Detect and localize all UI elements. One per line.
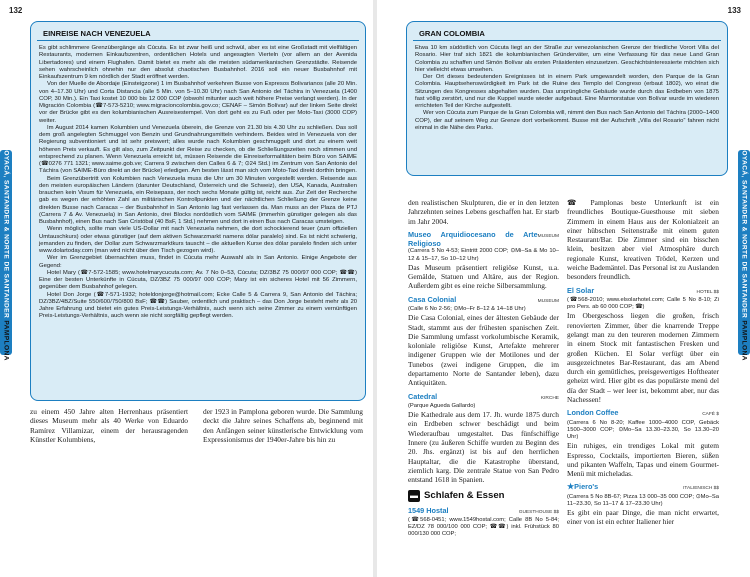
entry-meta: (Carrera 6 No 8-20; Kaffee 1000–4000 COP, Gebäck 1500–3000 COP; ⊙Mo–Sa 13.30–23.30, So 13.30–20 Uhr) xyxy=(567,419,719,441)
entry-text: Die Casa Colonial, eines der ältesten Gebäude der Stadt, stammt aus der frühesten spanischen Zeit. Die Sammlung umfasst vorkolumbische Keramik, koloniale religiöse Kunst, Artefakte mehrerer indigener Gruppen wie der Motilones und der Tunebos (zwei indigene Gruppen, die im departamento Norte de Santander leben), dazu Antiquitäten. xyxy=(408,313,559,388)
right-column-2 xyxy=(567,198,719,527)
entry-meta: (☎568-0451; www.1549hostal.com; Calle 8B No 5-84; EZ/DZ 78 000/100 000 COP; ☎☎) inkl. Frühstück 80 000/130 000 COP; xyxy=(408,516,559,538)
section-title: Schlafen & Essen xyxy=(424,489,505,501)
left-page xyxy=(0,0,373,577)
box-paragraph: Von der Muelle de Abordaje (Einsteigzone) 1 im Busbahnhof verkehren Busse von Expresos Bolivarianos (alle 20 Min. von 4–17.30 Uhr) und Corta Distancia (alle 5 Min. von 5–10.30 Uhr) nach San Antonio del Táchira in Venezuela (1400 COP, 30 Min.). Ein Taxi kostet 10 000 bis 12 000 COP (obwohl mitunter auch weit höhere Preise verlangt werden). In der Migración Colombia (☎7-573-5210; www.migracioncolombia.gov.co; CENAF – Simón Bolívar) auf der linken Seite direkt vor der Brücke gibt es den kolumbianischen Ausreisestempel. Von dort geht es zu Fuß oder per Moto-Taxi (3000 COP) weiter. xyxy=(39,81,357,124)
entry-text: Das Museum präsentiert religiöse Kunst, u.a. Gemälde, Statuen und Altäre, aus der Region. Außerdem gibt es eine reiche Silbersammlung. xyxy=(408,262,559,291)
right-page xyxy=(377,0,750,577)
bed-icon: ▬ xyxy=(410,490,418,500)
box-paragraph: Wenn möglich, sollte man viele US-Dollar mit nach Venezuela nehmen, die dort schockierend teuer (zum offiziellen Umtauschkurs) oder etwas günstiger (auf dem aktiven Schwarzmarkt namens dólar paralelo) sind. Es ist nicht schwierig, jemanden zu finden, der Dollar zum Schwarzmarktkurs tauscht – die aktuellen Kurse des dólar paralelo finden sich unter www.dolartoday.com (man wird nicht über den Tisch gezogen wird). xyxy=(39,226,357,254)
entry-meta: (Parque Agueda Gallardo) xyxy=(408,402,476,409)
bottom-column-1 xyxy=(30,407,188,444)
right-column-1 xyxy=(408,198,559,538)
box-title: EINREISE NACH VENEZUELA xyxy=(37,27,359,41)
body-text: den realistischen Skulpturen, die er in den letzten Jahrzehnten seines Lebens geschaffen hat. Er starb im Jahr 2004. xyxy=(408,198,559,226)
page-number-left: 132 xyxy=(9,6,23,15)
entry-type: CAFÉ $ xyxy=(702,412,719,418)
entry-text: Im Obergeschoss liegen die großen, frisch renovierten Zimmer, über die knarrende Treppe gelangt man zu den teureren modernen Zimmern in einem Stock mit fantastischen Fresken und großen Küchen. El Solar verfügt über ein ausgezeichnetes Bar-Restaurant, das am Abend durch ein gemütliches, preisgewertiges Hoftheater geheizt wird. Hier gibt es das populärste menú del día der Stadt – wer leer ist, bekommt aber, nur das Nachessen! xyxy=(567,311,719,405)
entry-type: KIRCHE xyxy=(540,395,559,401)
entry-type: ITALIENISCH $$ xyxy=(683,486,719,492)
entry-header xyxy=(408,230,559,249)
entry-meta: (☎568-2010; www.elsolarhotel.com; Calle 5 No 8-10; Zi pro Pers. ab 60 000 COP; ☎) xyxy=(567,296,719,311)
entry-text: Ein ruhiges, ein trendiges Lokal mit gutem Espresso, Cocktails, importierten Bieren, süßen und pikanten Waffeln, Tapas und einem Gourmet-Menü mit micheladas. xyxy=(567,441,719,479)
chapter-tab-text: BOYACÁ, SANTANDER & NORTE DE SANTANDER xyxy=(740,144,748,318)
box-paragraph: Beim Grenzübertritt von Kolumbien nach Venezuela muss die Uhr um 30 Minuten vorgestellt werden. Reisende aus den meisten europäischen Ländern (darunter Deutschland, Österreich und die Schweiz), den USA, Kanada, Australien brauchen kein Visum für Venezuela, ein Reisepass, der noch sechs Monate gültig ist, reicht aus. Zur Zeit der Recherche gab es wegen der erhöhten Zahl an militärischen Kontrollpunkten und der nächtlichen Schließung der Grenze keine direkten Busse nach Caracas – der Busbahnhof in San Antonio lag fast verlassen da. Man muss an der Plaza de PTJ (Carrera 7 & Av. Venezuela) in San Antonio, drei Blocks nordöstlich vom SAIME (immerhin günstiger gelegen als das Busbahnhof), einen Bus nach San Cristóbal (40 BsF, 1 Std.) nehmen und dort in einen Bus nach Caracas umsteigen. xyxy=(39,175,357,225)
entry-header xyxy=(408,392,559,403)
box-body xyxy=(31,43,365,325)
box-paragraph: Hotel Don Jorge (☎7-571-1932; hoteldonjorge@hotmail.com; Ecke Calle 5 & Carrera 9, San Antonio del Táchira; DZ/3BZ/4BZ/Suite 550/600/750/800 BsF; ☎☎) Sauber, ordentlich und praktisch – das Don Jorge besteht mehr als 20 Jahre Erfahrung und bietet ein gutes Preis-Leistungs-Verhältnis, auch wenn sich seine Zimmer zu einem vernünftigen Preis-Leistungs-Verhältnis, auch wenn sie nicht sorgfältig gepflegt werden. xyxy=(39,291,357,320)
entry-name-with-star xyxy=(567,482,598,491)
body-text: ☎ Pamplonas beste Unterkunft ist ein freundliches Boutique-Guesthouse mit sieben Zimmern in einem Haus aus der Kolonialzeit an einer hübschen Seitenstraße mit einem guten Restaurant/Bar. Die Zimmer sind ein bisschen klein, besitzen aber viel Atmosphäre durch regionale Kunst, kreativen Trödel, Kerzen und weiche Bademäntel. Das Personal ist zu Auslanden besonders freundlich. xyxy=(567,198,719,282)
section-header xyxy=(408,490,559,502)
chapter-tab-text: BOYACÁ, SANTANDER & NORTE DE SANTANDER xyxy=(2,144,10,318)
box-paragraph: Etwa 10 km südöstlich von Cúcuta liegt an der Straße zur venezolanischen Grenze der friedliche Vorort Villa del Rosario. Hier traf sich 1821 die kolumbianischen Gründerväter, um eine Verfassung für das neue Land Gran Colombia zu schaffen und Simón Bolívar als ersten Präsidenten einzusetzen. Geschichtsinteressierte möchten sich hier vielleicht etwas umsehen. xyxy=(415,45,719,73)
entry-text: Die Kathedrale aus dem 17. Jh. wurde 1875 durch ein Erdbeben schwer beschädigt und beim Wiederaufbau umgestaltet. Das fünfschiffige Innere (zu äußeren Schiffe wurden zu Beginn des 20. Jhs. ergänzt) ist bis auf den herrlichen Hauptaltar, die die Katastrophe überstand, ziemlich karg. Die zentrale Statue von San Pedro entstand 1618 in Spanien. xyxy=(408,410,559,485)
page-number-right: 133 xyxy=(727,6,741,15)
entry-header xyxy=(567,408,719,419)
box-paragraph: Der Ort dieses bedeutenden Ereignisses ist in einem Park umgewandelt worden, den Parque de la Gran Colombia. Hauptsehenswürdigkeit im Park ist die Ruine des Templo del Congreso (erbaut 1802), wo einst die Sitzungen des Kongresses abgehalten wurden. Das ursprüngliche Gebäude wurde durch das Erdbeben von 1875 fast völlig zerstört, und nur die Kuppel wurde wieder aufgebaut. Eine Marmorstatue von Bolívar wurde im wiederen errichteten Teil der Kirche aufgestellt. xyxy=(415,74,719,109)
box-paragraph: Es gibt schlimmere Grenzübergänge als Cúcuta. Es ist zwar heiß und schwül, aber es ist eine Großstadt mit vielfältigen Restaurants, modernen Einkaufszentren, ordentlichen Hotels und angesagten Vierteln (vor allem an der Avenida Libertadores) und einem Flughafen. Damit bietet es mehr als die meisten südamerikanischen Grenzstädte. Reisende sehen wahrscheinlich ohnehin nur den absolut chaotischen Busbahnhof. 2016 soll ein neuer Busbahnhof mit Einkaufszentrum 9 km nördlich der Stadt eröffnet werden. xyxy=(39,45,357,80)
entry-name: 1549 Hostal xyxy=(408,505,449,515)
entry-type: HOTEL $$ xyxy=(696,289,719,295)
entry-name: Casa Colonial xyxy=(408,294,457,304)
entry-name: Piero's xyxy=(574,482,599,492)
entry-meta: (Calle 6 No 2-56; ⊙Mo–Fr 8–12 & 14–18 Uhr) xyxy=(408,306,526,313)
entry-name: El Solar xyxy=(567,285,595,295)
entry-name: Museo Arquidiocesano de Arte Religioso xyxy=(408,229,538,249)
box-paragraph: Wer im Grenzgebiet übernachten muss, findet in Cúcuta mehr Auswahl als in San Antonio. Einige Angebote der Gegend: xyxy=(39,255,357,269)
bottom-column-2 xyxy=(203,407,363,444)
star-icon: ★ xyxy=(567,482,575,492)
box-paragraph: Wer von Cúcuta zum Parque de la Gran Colombia will, nimmt den Bus nach San Antonio del Táchira (2000–1400 COP), der auf seinem Weg zur Grenze dort vorbeikommt. Busse mit der Aufschrift „Villa del Rosario“ fahren nicht einmal in die Nähe des Parks. xyxy=(415,110,719,131)
entry-name: London Coffee xyxy=(567,408,619,418)
sidebar-box-venezuela xyxy=(30,21,366,401)
entry-meta: (Carrera 5 No 4-53; Eintritt 2000 COP; ⊙Mi–Sa & Mo 10–12 & 15–17, So 10–12 Uhr) xyxy=(408,248,559,262)
body-text: der 1923 in Pamplona geboren wurde. Die Sammlung deckt die Jahre seines Schaffens ab, beginnend mit den Anfängen seiner künstlerische Entwicklung vom Expressionismus der 1940er-Jahre bis hin zu xyxy=(203,407,363,444)
entry-header xyxy=(408,506,559,517)
entry-type: MUSEUM xyxy=(537,298,559,304)
entry-meta: (Carrera 5 No 8B-67; Pizza 13 000–35 000 COP; ⊙Mo–Sa 11–23.30, So 11–17 & 17–23.30 Uhr) xyxy=(567,493,719,507)
box-paragraph: Hotel Mary (☎7-572-1585; www.hotelmarycucuta.com; Av. 7 No 0–53, Cúcuta; DZ/3BZ 75 000/97 000 COP; ☎☎) Eine der besten Unterkünfte in Cúcuta, DZ/3BZ 75 000/97 000 COP; Mary ist ein sicheres Hotel mit 56 Zimmern, gegenüber dem Busbahnhof gelegen. xyxy=(39,269,357,291)
chapter-tab-right xyxy=(738,144,750,361)
sidebar-box-gran-colombia xyxy=(406,21,728,176)
entry-text: Es gibt ein paar Dinge, die man nicht erwartet, einer von ist ein echter Italiener hier xyxy=(567,508,719,527)
box-paragraph: Im August 2014 kamen Kolumbien und Venezuela überein, die Grenze von 21.30 bis 4.30 Uhr zu schließen. Das soll dem groß angelegten Schmuggel von Benzin und Grundnahrungsmitteln verhindern. Beides wird in Venezuela von der Regierung subventioniert und ist sehr preiswert; alles wurde nach Kolumbien geschmuggelt und dort zu einem weit höheren Preis verkauft. Es gilt also, zum Zeitpunkt der Reise zu checken, ob die Schließungszeiten noch stimmen und entsprechend zu planen. Wenn Venezuela erreicht ist, müssen Reisende die Einreiseformalitäten beim Büro von SAIME (☎0276 771 1321; www.saime.gob.ve; Carrera 9 zwischen den Calles 6 & 7; ⊙24 Std.) im Zentrum von San Antonio del Táchira (von SAIME-Büro direkt an der Brücke) erledigen. Am besten lässt man sich vom Moto-Taxi direkt dorthin bringen. xyxy=(39,124,357,175)
chapter-tab-bold: PAMPLONA xyxy=(740,319,748,361)
entry-header xyxy=(567,482,719,493)
box-body xyxy=(407,43,727,136)
chapter-tab-bold: PAMPLONA xyxy=(2,319,10,361)
entry-header xyxy=(408,295,559,306)
entry-type: MUSEUM xyxy=(537,233,559,239)
body-text: zu einem 450 Jahre alten Herrenhaus präsentiert dieses Museum mehr als 40 Werke von Eduardo Ramírez Villamizar, einem der herausragenden Künstler Kolumbiens, xyxy=(30,407,188,444)
entry-name: Catedral xyxy=(408,391,438,401)
entry-type: GUESTHOUSE $$ xyxy=(518,509,559,515)
chapter-tab-left xyxy=(0,144,12,361)
box-title: GRAN COLOMBIA xyxy=(413,27,721,41)
entry-header xyxy=(567,286,719,297)
